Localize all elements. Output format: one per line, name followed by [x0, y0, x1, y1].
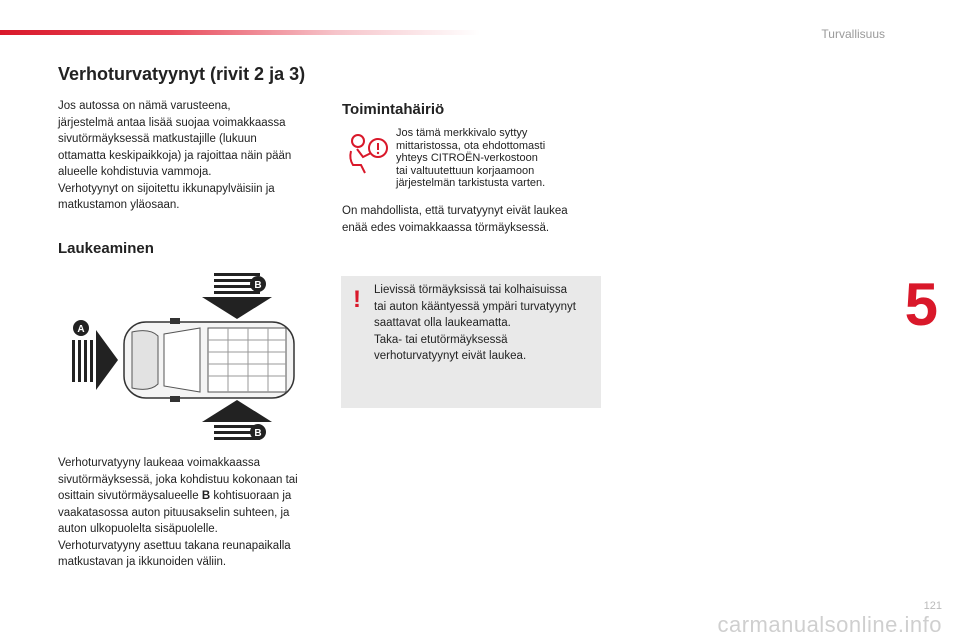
label-b-bottom: B — [254, 428, 262, 439]
side-impact-diagram — [62, 270, 324, 446]
fault-instruction: Jos tämä merkkivalo syttyy mittaristossa, ota ehdottomasti yhteys CITROËN-verkostoon tai valtuutettuun korjaamoon järjestelmän tarkistusta varten. — [396, 127, 546, 190]
arrow-b-bottom-icon — [202, 400, 272, 440]
arrow-a-icon — [72, 320, 118, 390]
label-b-top: B — [254, 280, 262, 291]
watermark: carmanualsonline.info — [717, 612, 942, 637]
arrow-b-top-icon — [202, 273, 272, 319]
warning-exclamation-icon: ! — [353, 286, 361, 313]
header-accent-bar — [0, 30, 480, 35]
car-top-view-icon — [124, 318, 294, 402]
chapter-number: 5 — [904, 271, 938, 338]
fault-note: On mahdollista, että turvatyynyt eivät laukea enää edes voimakkaassa törmäyksessä. — [342, 205, 568, 234]
page-title: Verhoturvatyynyt (rivit 2 ja 3) — [58, 64, 306, 84]
label-a: A — [77, 324, 85, 335]
warning-box — [341, 276, 601, 408]
intro-paragraph: Jos autossa on nämä varusteena, järjestelmä antaa lisää suojaa voimakkaassa sivutörmäyksessä matkustajille (lukuun ottamatta keskipaikkoja) ja rajoittaa näin pään alueelle kohdistuvia vammoja. Verhotyynyt on sijoitettu ikkunapylväisiin ja matkustamon yläosaan. — [58, 100, 292, 211]
section-label: Turvallisuus — [821, 27, 885, 41]
warning-text: Lievissä törmäyksissä tai kolhaisuissa tai auton kääntyessä ympäri turvatyynyt saattavat olla laukeamatta. Taka- tai etutörmäyksessä verhoturvatyynyt eivät laukea. — [374, 284, 576, 362]
launch-paragraph: Verhoturvatyyny laukeaa voimakkaassa sivutörmäyksessä, joka kohdistuu kokonaan tai osittain sivutörmäysalueelle B kohtisuoraan ja vaakatasossa auton pituusakselin suhteen, ja auton ulkopuolelta sisäpuolelle. Verhoturvatyyny asettuu takana reunapaikalla matkustavan ja ikkunoiden väliin. — [58, 457, 298, 568]
zone-b-label: B — [201, 490, 211, 502]
airbag-warning-icon — [345, 133, 389, 175]
fault-heading: Toimintahäiriö — [342, 101, 445, 118]
launch-heading: Laukeaminen — [58, 240, 154, 257]
page-number: 121 — [923, 600, 942, 612]
